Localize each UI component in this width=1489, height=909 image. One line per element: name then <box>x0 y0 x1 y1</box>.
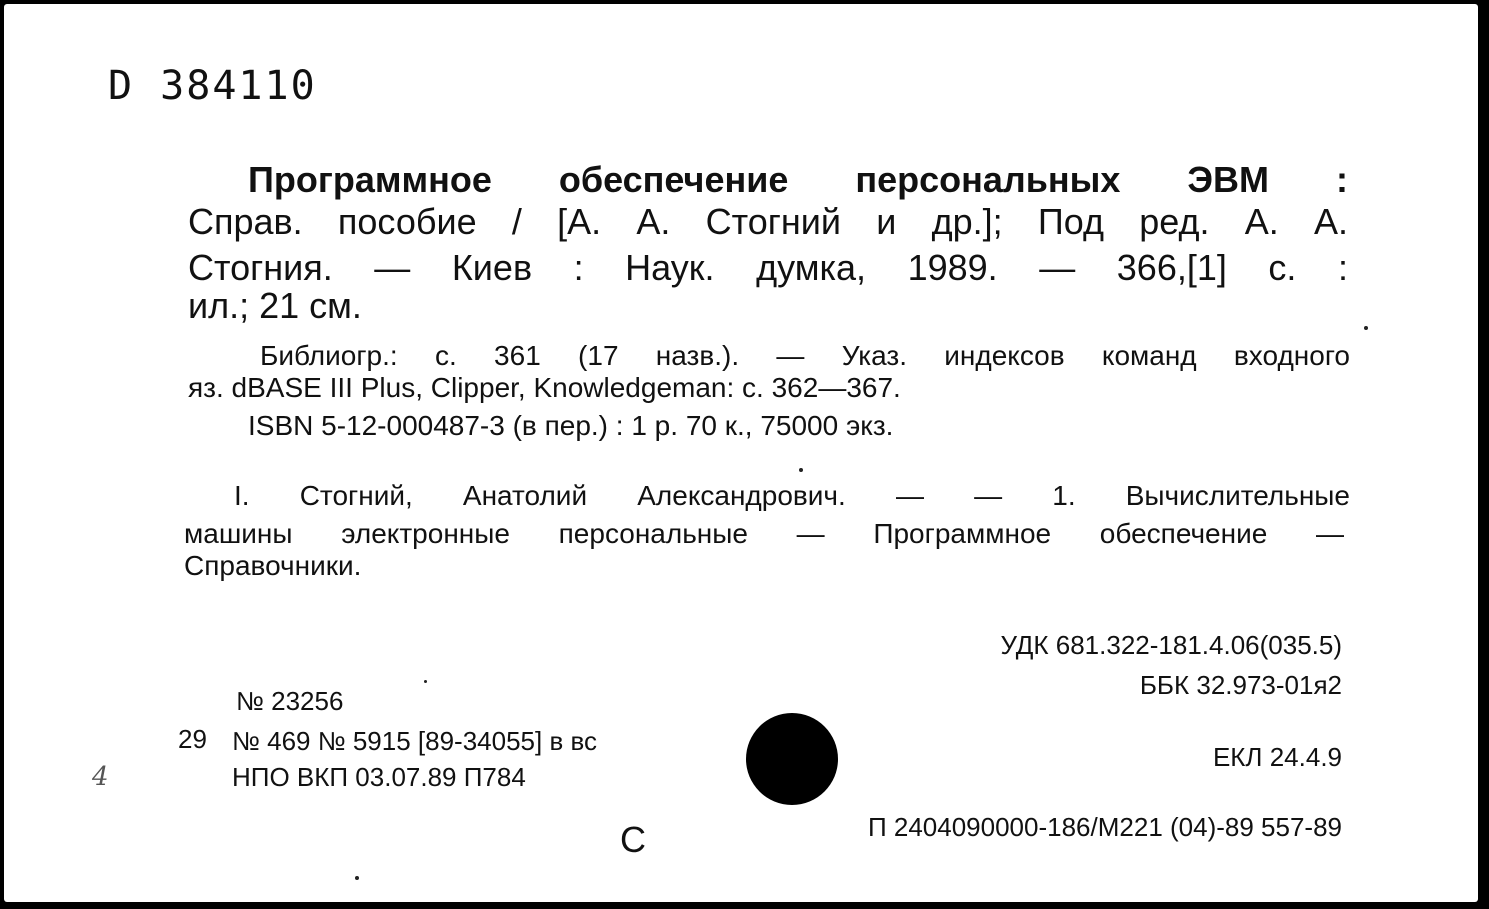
bibliography-note-1: Библиогр.: с. 361 (17 назв.). — Указ. индексов команд входного <box>260 340 1350 371</box>
title-line-3: Стогния. — Киев : Наук. думка, 1989. — 366,[1] с. : <box>188 247 1348 288</box>
punch-hole <box>746 713 838 805</box>
record-line-2: № 469 № 5915 [89-34055] в вс <box>232 726 598 756</box>
speck <box>355 876 359 880</box>
tracing-line-2: машины электронные персональные — Программное обеспечение — <box>184 518 1344 549</box>
title-line-4: ил.; 21 см. <box>188 285 362 326</box>
title-line-2: Справ. пособие / [А. А. Стогний и др.]; Под ред. А. А. <box>188 201 1348 242</box>
record-number: № 23256 <box>236 686 344 716</box>
speck <box>1364 326 1368 330</box>
record-line-3: НПО ВКП 03.07.89 П784 <box>232 762 526 792</box>
call-number: D 384110 <box>108 63 317 109</box>
price-code: П 2404090000-186/М221 (04)-89 557-89 <box>867 812 1342 842</box>
record-line-prefix: 29 <box>178 724 207 754</box>
bibliography-note-2: яз. dBASE III Plus, Clipper, Knowledgeman: с. 362—367. <box>188 372 901 403</box>
speck <box>799 468 803 472</box>
title-main: Программное обеспечение персональных ЭВМ : <box>248 159 1348 200</box>
tracing-line-1: I. Стогний, Анатолий Александрович. — — 1. Вычислительные <box>234 480 1350 511</box>
margin-pencil-mark: 4 <box>92 762 109 792</box>
letter-c: С <box>620 819 646 860</box>
tracing-line-3: Справочники. <box>184 550 362 581</box>
bbk-code: ББК 32.973-01я2 <box>1139 670 1342 700</box>
isbn-line: ISBN 5-12-000487-3 (в пер.) : 1 р. 70 к., 75000 экз. <box>248 410 894 441</box>
ekl-code: ЕКЛ 24.4.9 <box>1212 742 1342 772</box>
speck <box>424 680 427 683</box>
catalog-card <box>4 4 1478 902</box>
udk-code: УДК 681.322-181.4.06(035.5) <box>1000 630 1342 660</box>
